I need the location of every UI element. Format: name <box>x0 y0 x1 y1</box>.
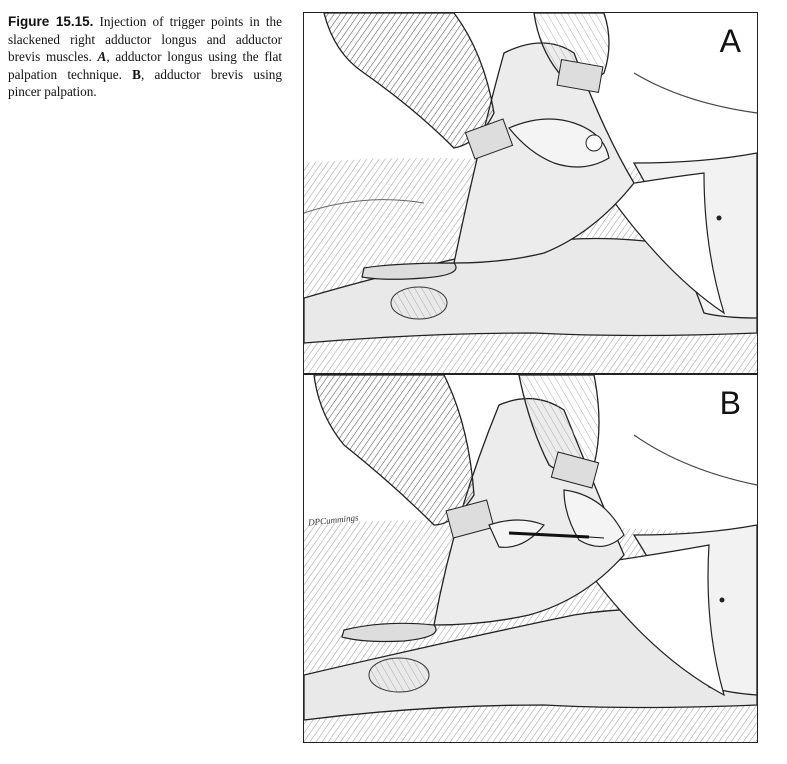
patient-navel <box>717 216 722 221</box>
caption-text-3: , adductor brevis using pincer palpation. <box>8 66 282 100</box>
panel-b-letter: B <box>719 385 741 421</box>
caption-ref-b: B <box>132 66 141 82</box>
figure-label: Figure 15.15. <box>8 14 94 29</box>
caption-ref-a: A <box>97 49 107 65</box>
patient-knee <box>369 658 429 692</box>
patient-navel <box>720 598 725 603</box>
panel-a-letter: A <box>719 23 741 59</box>
panel-a-drawing <box>304 13 757 373</box>
panel-b-drawing <box>304 375 757 742</box>
syringe-grip <box>586 135 602 151</box>
panel-a <box>304 13 757 375</box>
panel-b <box>304 375 757 742</box>
figure-caption <box>8 13 282 101</box>
caption-text-1: Injection of trigger points in the slackened right adductor longus and adductor brevis muscles. <box>8 14 282 65</box>
patient-knee <box>391 287 447 319</box>
illustration-frame <box>303 12 758 743</box>
artist-signature: DPCummings <box>307 512 359 528</box>
caption-text-2: , adductor longus using the flat palpation technique. <box>8 49 282 82</box>
